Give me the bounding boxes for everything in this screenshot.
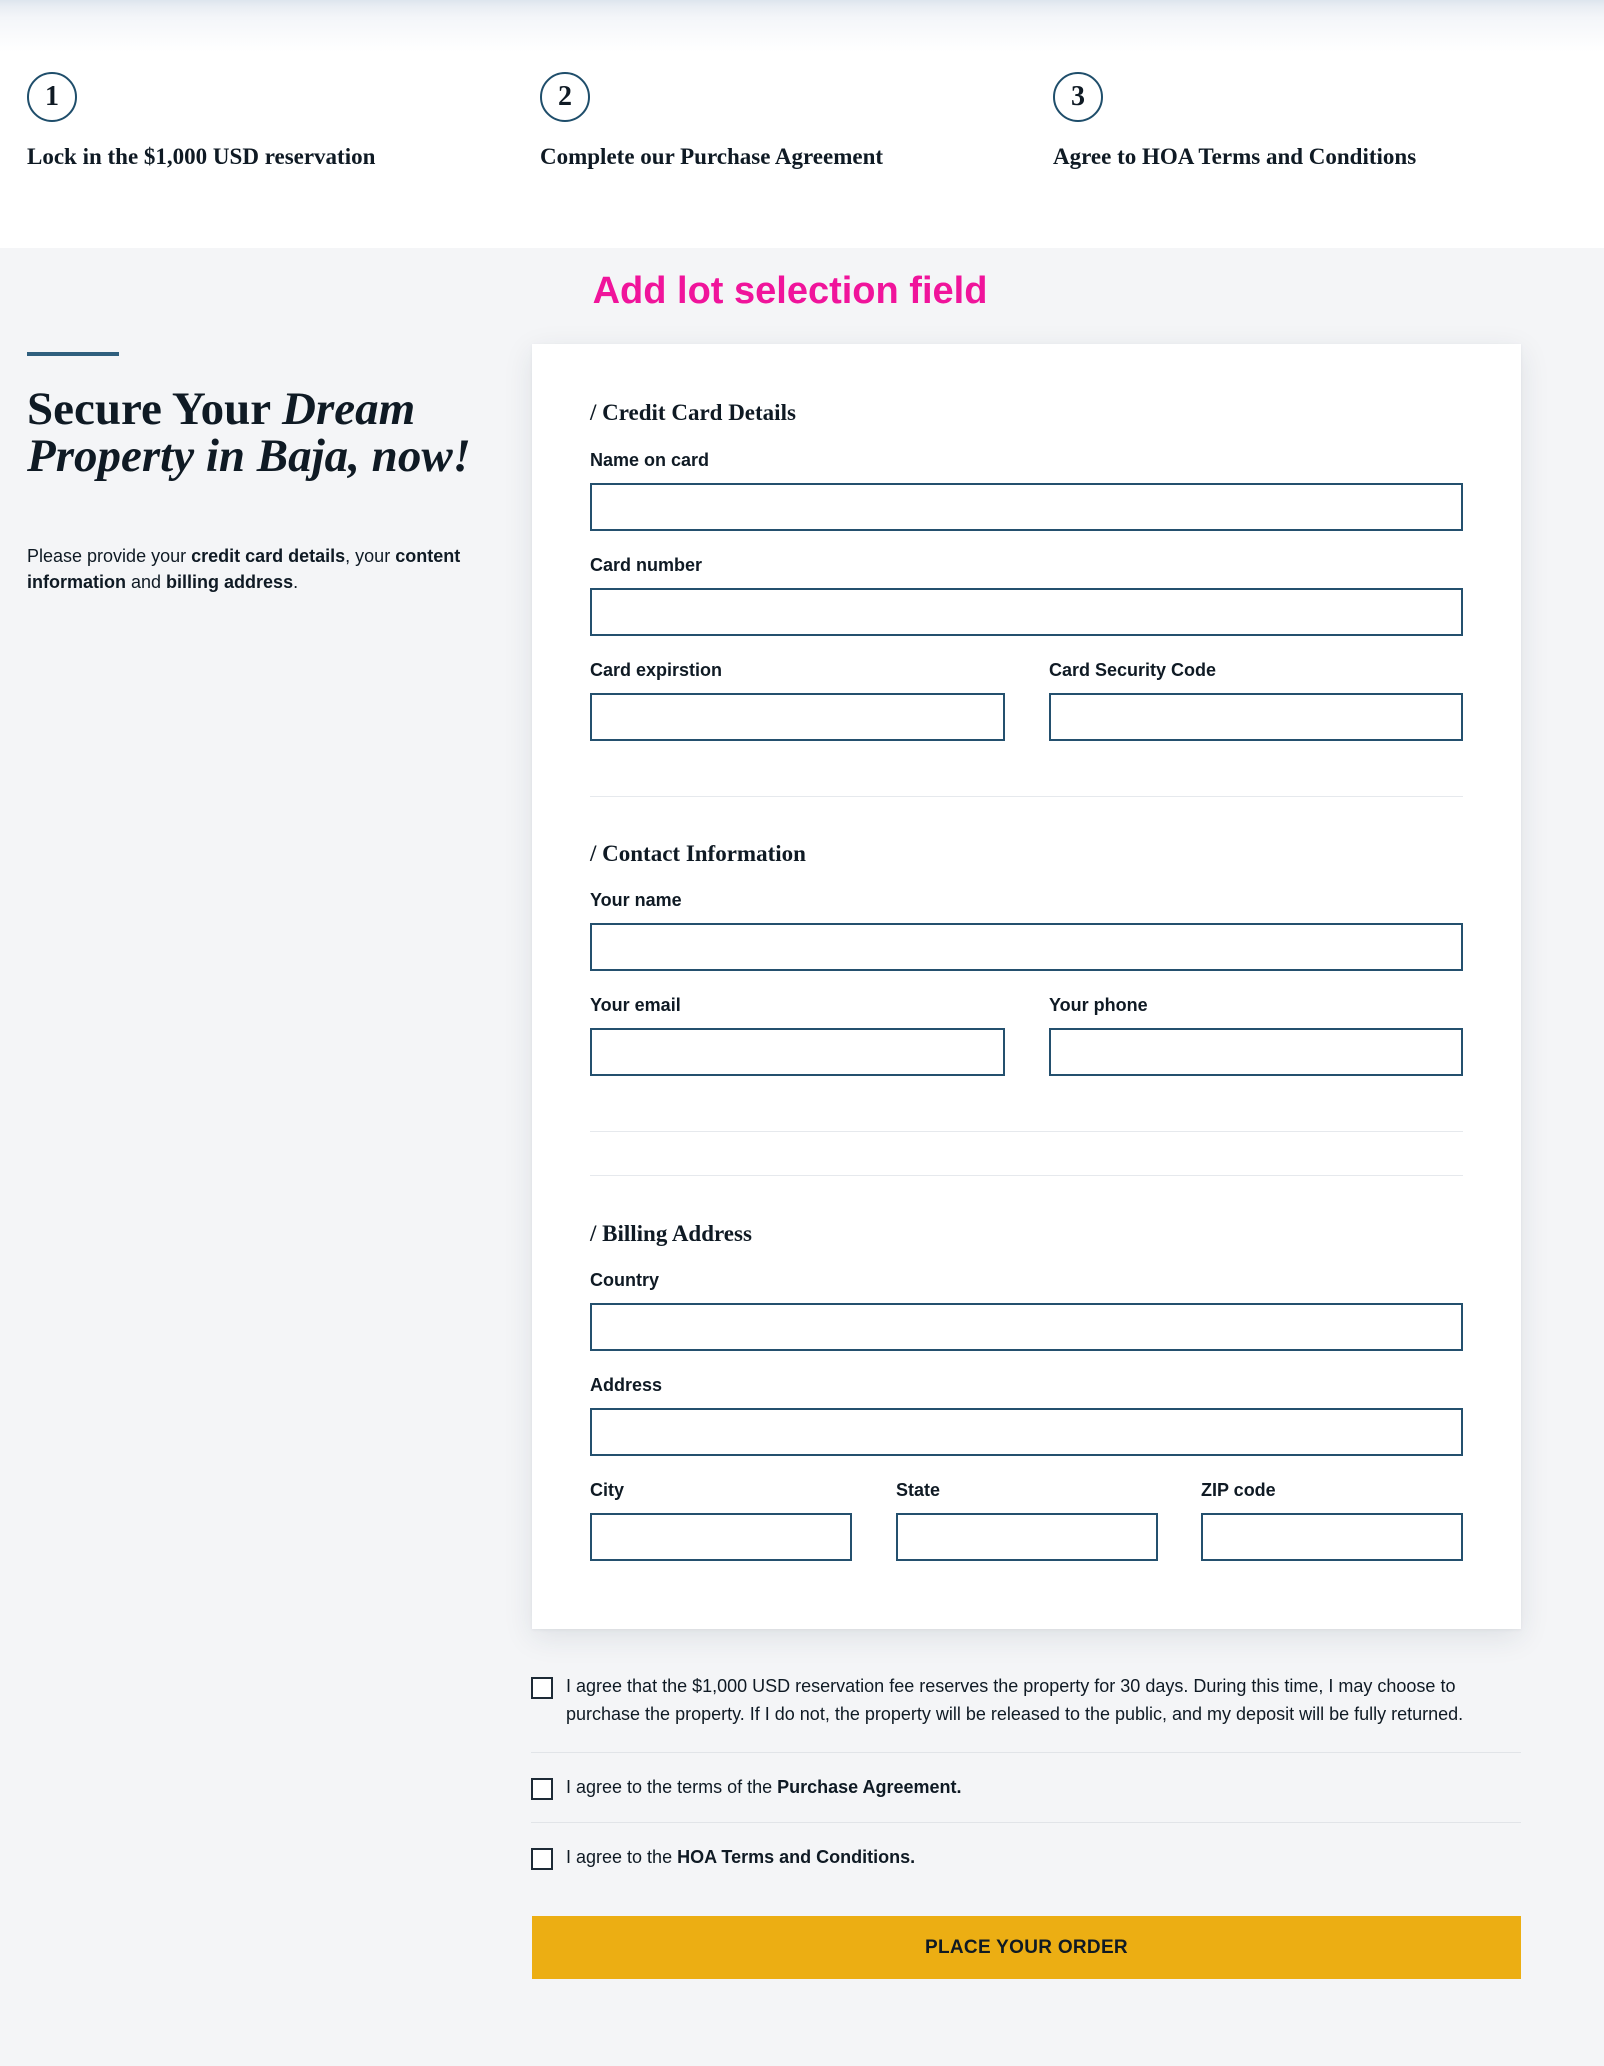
state-input[interactable]	[896, 1513, 1158, 1561]
desc-bold-billing: billing address	[166, 572, 294, 592]
checkout-form-card	[532, 344, 1521, 1629]
section-divider	[590, 1175, 1463, 1176]
desc-bold-contact: content information	[27, 546, 461, 592]
address-input[interactable]	[590, 1408, 1463, 1456]
agreement-hoa	[531, 1843, 1521, 1873]
state-label: State	[896, 1480, 941, 1500]
reservation-agreement-text: I agree that the $1,000 USD reservation fee reserves the property for 30 days. During this time, I may choose to purchase the property. If I do not, the property will be released to the public, and my deposit will be fully returned.	[566, 1676, 1464, 1724]
country-input[interactable]	[590, 1303, 1463, 1351]
accent-line	[27, 352, 119, 356]
desc-text: and	[126, 572, 167, 592]
hoa-prefix: I agree to the	[566, 1847, 678, 1867]
agreement-reservation	[531, 1672, 1521, 1732]
your-name-input[interactable]	[590, 923, 1463, 971]
agreement-divider	[531, 1752, 1521, 1753]
step-1	[27, 72, 375, 170]
name-on-card-label: Name on card	[590, 450, 710, 470]
contact-section-title: / Contact Information	[590, 841, 806, 866]
card-security-code-label: Card Security Code	[1049, 660, 1217, 680]
reservation-checkbox[interactable]	[531, 1677, 553, 1699]
step-1-number: 1	[27, 72, 77, 122]
hoa-terms-text	[566, 1843, 1506, 1871]
place-order-button[interactable]: PLACE YOUR ORDER	[532, 1916, 1521, 1979]
card-number-label: Card number	[590, 555, 703, 575]
step-2-label: Complete our Purchase Agreement	[540, 144, 884, 169]
hoa-terms-checkbox[interactable]	[531, 1848, 553, 1870]
page-description	[27, 543, 487, 595]
city-label: City	[590, 1480, 625, 1500]
step-3	[1053, 72, 1416, 170]
desc-text: .	[293, 572, 299, 592]
name-on-card-input[interactable]	[590, 483, 1463, 531]
agreement-divider	[531, 1822, 1521, 1823]
your-name-label: Your name	[590, 890, 682, 910]
step-3-label: Agree to HOA Terms and Conditions	[1053, 144, 1417, 169]
design-annotation: Add lot selection field	[592, 270, 988, 312]
city-input[interactable]	[590, 1513, 852, 1561]
your-phone-input[interactable]	[1049, 1028, 1463, 1076]
title-plain: Secure Your	[27, 383, 283, 435]
card-expiration-label: Card expirstion	[590, 660, 723, 680]
section-divider	[590, 796, 1463, 797]
step-3-number: 3	[1053, 72, 1103, 122]
page-title	[27, 383, 497, 482]
purchase-agreement-text	[566, 1773, 1506, 1801]
zip-code-input[interactable]	[1201, 1513, 1463, 1561]
desc-bold-credit: credit card details	[191, 546, 346, 566]
step-1-label: Lock in the $1,000 USD reservation	[27, 144, 376, 169]
purchase-agreement-checkbox[interactable]	[531, 1778, 553, 1800]
desc-text: Please provide your	[27, 546, 192, 566]
purchase-prefix: I agree to the terms of the	[566, 1777, 778, 1797]
step-2	[540, 72, 883, 170]
your-email-label: Your email	[590, 995, 681, 1015]
your-email-input[interactable]	[590, 1028, 1005, 1076]
steps-band	[0, 0, 1604, 248]
purchase-agreement-link[interactable]: Purchase Agreement.	[777, 1777, 962, 1797]
title-italic: Dream Property in Baja, now!	[27, 383, 471, 482]
desc-text: , your	[345, 546, 396, 566]
credit-card-section-title: / Credit Card Details	[590, 400, 796, 425]
hoa-terms-link[interactable]: HOA Terms and Conditions.	[677, 1847, 916, 1867]
top-shade	[0, 0, 1604, 52]
billing-section-title: / Billing Address	[590, 1221, 752, 1246]
card-expiration-input[interactable]	[590, 693, 1005, 741]
card-number-input[interactable]	[590, 588, 1463, 636]
your-phone-label: Your phone	[1049, 995, 1148, 1015]
address-label: Address	[590, 1375, 663, 1395]
section-divider	[590, 1131, 1463, 1132]
card-security-code-input[interactable]	[1049, 693, 1463, 741]
agreement-purchase	[531, 1773, 1521, 1803]
zip-code-label: ZIP code	[1201, 1480, 1276, 1500]
country-label: Country	[590, 1270, 659, 1290]
step-2-number: 2	[540, 72, 590, 122]
